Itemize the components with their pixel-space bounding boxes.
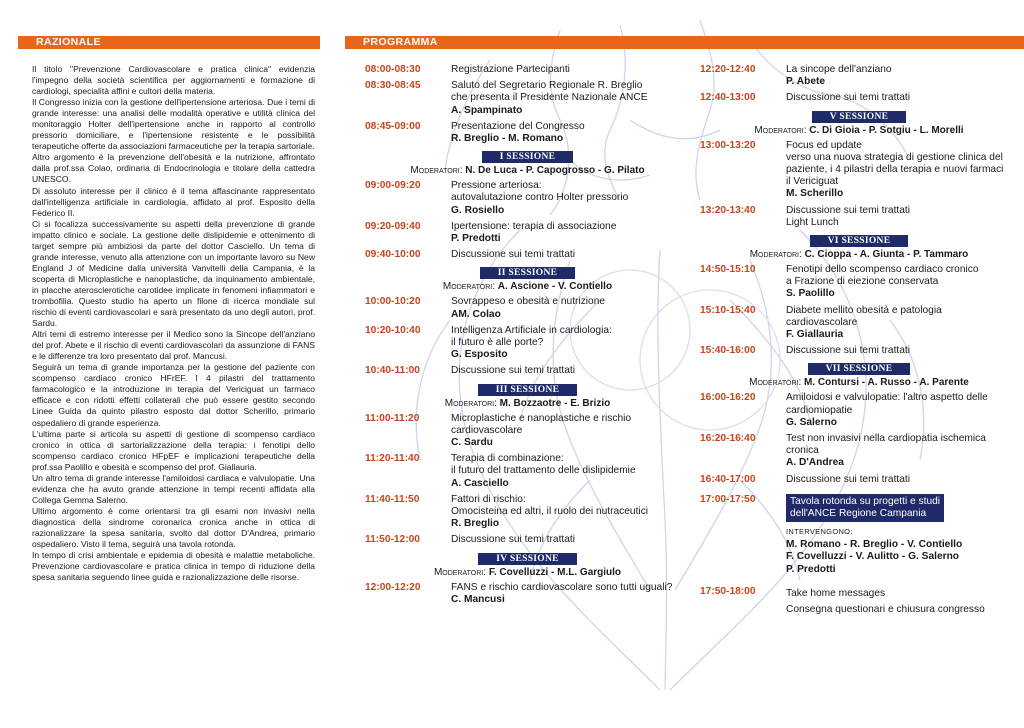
- moderators-names: C. Di Gioia - P. Sotgiu - L. Morelli: [809, 124, 964, 136]
- time-slot: 16:20-16:40: [700, 433, 756, 445]
- speaker-name: P. Abete: [786, 76, 826, 88]
- round-table-title-line: Tavola rotonda su progetti e studi: [790, 495, 941, 507]
- time-slot: 08:30-08:45: [365, 80, 421, 92]
- session-title: V SESSIONE: [812, 111, 907, 123]
- topic-line: Fattori di rischio:: [451, 493, 526, 505]
- session-block: [365, 384, 690, 409]
- program-items-right: [700, 64, 1018, 486]
- time-slot: 11:40-11:50: [365, 493, 420, 505]
- topic-line: autovalutazione contro Holter pressorio: [451, 192, 629, 204]
- program-item: [700, 140, 1018, 201]
- round-table-item: [700, 494, 1018, 576]
- rationale-heading: RAZIONALE: [36, 36, 101, 48]
- topic-line: Omocisteina ed altri, il ruolo dei nutraceutici: [451, 506, 649, 518]
- program-item-body: [786, 433, 1018, 470]
- rationale-paragraph: Ci si focalizza successivamente su aspetti della prevenzione di grande impatto clinico e sociale. La gestione delle dislipidemie e ottenimento di target sempre più ambiziosi da parte del dottor Casciello. Un tema di grande interesse, venuto alla attenzione con un importante lavoro su New England J of Medicine dalla università Vanvitelli della Campania, è la scoperta di Microplastiche e nanoplastiche, da inquinamento ambientale, in placche aterosclerotiche carotidee implicate in fenomeni infiammatori e trombofilia. Questo studio ha aperto un filone di ricerca mondiale sul rischio di eventi cardiovascolari e sarà presentato da uno degli autori, prof. Sardu.: [32, 218, 315, 329]
- speaker-name: F. Giallauria: [786, 329, 844, 341]
- program-item: [365, 413, 690, 450]
- closing-time: 17:50-18:00: [700, 586, 756, 598]
- moderators-label: Moderatori:: [442, 281, 495, 293]
- speaker-name: R. Breglio - M. Romano: [451, 133, 564, 145]
- topic-line: cronica: [786, 445, 819, 457]
- speaker-name: M. Scherillo: [786, 188, 844, 200]
- rationale-paragraph: Altro argomento è la prevenzione dell'obesità e la nutrizione, affrontato dalla prof.ssa Colao, ordinaria di Endocrinologia e titolare della cattedra UNESCO.: [32, 152, 315, 185]
- topic-line: cardiomiopatie: [786, 404, 853, 416]
- rationale-text: [32, 64, 315, 583]
- session-title: VII SESSIONE: [808, 363, 911, 375]
- program-column-left: [365, 64, 690, 610]
- topic-line: Discussione sui temi trattati: [786, 92, 910, 104]
- moderators-names: M. Bozzaotre - E. Brizio: [499, 397, 611, 409]
- topic-line: Light Lunch: [786, 216, 839, 228]
- program-item: [365, 249, 690, 261]
- program-item-body: [451, 64, 690, 76]
- topic-line: Ipertensione: terapia di associazione: [451, 220, 617, 232]
- speakers-label: INTERVENGONO:: [786, 526, 853, 536]
- round-table-time: 17:00-17:50: [700, 493, 756, 505]
- closing-item: [700, 586, 1018, 618]
- topic-line: Terapia di combinazione:: [451, 453, 564, 465]
- speaker-name: A. Casciello: [451, 477, 509, 489]
- program-header-bar: [345, 36, 1024, 49]
- topic-line: Test non invasivi nella cardiopatia ischemica: [786, 433, 986, 445]
- program-item-body: [451, 453, 690, 490]
- session-title: IV SESSIONE: [478, 553, 577, 565]
- session-block: [365, 553, 690, 578]
- program-item-body: [451, 221, 690, 245]
- time-slot: 13:00-13:20: [700, 139, 756, 151]
- topic-line: Fenotipi dello scompenso cardiaco cronico: [786, 264, 979, 276]
- program-item-body: [786, 64, 1018, 88]
- round-table-speakers: [786, 539, 1018, 576]
- program-item-body: [451, 249, 690, 261]
- rationale-paragraph: Il Congresso inizia con la gestione dell'ipertensione arteriosa. Due i temi di grande interesse: una analisi delle modalità operative e utilità clinica del monitoraggio Holter dell'ipertensione anche in rapporto al controllo pressorio domiciliare, e l'ipertensione resistente e le possibilità terapeutiche offerte da associazioni farmaceutiche per la terapia sartoriale.: [32, 97, 315, 152]
- program-item: [700, 64, 1018, 88]
- program-item: [365, 296, 690, 320]
- topic-line: FANS e rischio cardiovascolare sono tutti uguali?: [451, 581, 673, 593]
- program-item-body: [786, 345, 1018, 357]
- time-slot: 16:00-16:20: [700, 392, 756, 404]
- program-item-body: [451, 534, 690, 546]
- moderators-label: Moderatori:: [749, 249, 802, 261]
- program-item-body: [451, 365, 690, 377]
- speaker-name: G. Esposito: [451, 349, 508, 361]
- program-item: [365, 453, 690, 490]
- time-slot: 09:20-09:40: [365, 220, 421, 232]
- program-item-body: [451, 582, 690, 606]
- moderators-names: M. Contursi - A. Russo - A. Parente: [804, 377, 969, 389]
- rationale-paragraph: Il titolo "Prevenzione Cardiovascolare e pratica clinica" evidenzia l'impegno della società scientifica per aggiornamenti e formazione di cardiologi, specialità affini e cultori della materia.: [32, 64, 315, 97]
- topic-line: Sovrappeso e obesità e nutrizione: [451, 296, 606, 308]
- program-item: [365, 80, 690, 117]
- moderators-line: [365, 567, 690, 578]
- session-block: [700, 363, 1018, 388]
- program-item: [365, 180, 690, 217]
- rationale-paragraph: L'ultima parte si articola su aspetti di gestione di scompenso cardiaco cronico in ottica di sartorializzazione della terapia: i fenotipi dello scompenso cardiaco cronico HFpEF e implicazioni terapeutiche della prof.ssa Paolillo e obesità e scompenso del prof. Giallauria.: [32, 428, 315, 472]
- speaker-name: G. Rosiello: [451, 204, 505, 216]
- time-slot: 11:00-11:20: [365, 412, 420, 424]
- program-item-body: [451, 180, 690, 217]
- moderators-line: [365, 281, 690, 292]
- program-item-body: [786, 140, 1018, 201]
- time-slot: 12:40-13:00: [700, 92, 756, 104]
- program-item: [700, 392, 1018, 429]
- program-item-body: [786, 92, 1018, 104]
- closing-line: Take home messages: [786, 588, 886, 600]
- moderators-line: [700, 249, 1018, 260]
- topic-line: Discussione sui temi trattati: [451, 365, 575, 377]
- rationale-paragraph: Ultimo argomento è come orientarsi tra gli esami non invasivi nella diagnostica della sindrome coronarica cronica anche in ottica di razionalizzare la spesa sanitaria, svolto dal dottor D'Andrea, primario ospedaliero. Visto il tema, seguirà una tavola rotonda.: [32, 505, 315, 550]
- program-item-body: [786, 305, 1018, 342]
- program-item: [700, 433, 1018, 470]
- speaker-name: C. Mancusi: [451, 593, 505, 605]
- program-item: [365, 121, 690, 145]
- session-block: [700, 111, 1018, 136]
- moderators-label: Moderatori:: [749, 377, 802, 389]
- session-title: II SESSIONE: [480, 267, 576, 279]
- topic-line: Microplastiche e nanoplastiche e rischio: [451, 412, 632, 424]
- program-item: [700, 345, 1018, 357]
- time-slot: 11:20-11:40: [365, 453, 420, 465]
- session-block: [700, 235, 1018, 260]
- speaker-name: P. Predotti: [451, 233, 501, 245]
- rationale-paragraph: Altri temi di estremo interesse per il Medico sono la Sincope dell'anziano del prof. Abete e il rischio di eventi cardiovascolari da assunzione di FANS e le differenze tra loro presentato dal prof. Mancusi.: [32, 329, 315, 362]
- topic-line: Amiloidosi e valvulopatie: l'altro aspetto delle: [786, 392, 988, 404]
- session-title: VI SESSIONE: [810, 235, 909, 247]
- topic-line: che presenta il Presidente Nazionale ANCE: [451, 92, 648, 104]
- time-slot: 09:40-10:00: [365, 249, 421, 261]
- moderators-line: [365, 165, 690, 176]
- session-title: III SESSIONE: [478, 384, 578, 396]
- moderators-names: N. De Luca - P. Capogrosso - G. Pilato: [465, 165, 645, 177]
- time-slot: 12:00-12:20: [365, 581, 421, 593]
- speaker-name: S. Paolillo: [786, 288, 835, 300]
- round-table-title-line: dell'ANCE Regione Campania: [790, 507, 927, 519]
- program-item: [365, 582, 690, 606]
- session-block: [365, 267, 690, 292]
- speaker-names: P. Predotti: [786, 563, 836, 575]
- topic-line: Discussione sui temi trattati: [786, 345, 910, 357]
- topic-line: La sincope dell'anziano: [786, 64, 892, 75]
- topic-line: Discussione sui temi trattati: [451, 534, 575, 546]
- moderators-names: C. Cioppa - A. Giunta - P. Tammaro: [804, 249, 969, 261]
- speaker-names: F. Covelluzzi - V. Aulitto - G. Salerno: [786, 551, 960, 563]
- time-slot: 08:00-08:30: [365, 64, 421, 75]
- speaker-name: G. Salerno: [786, 416, 837, 428]
- time-slot: 14:50-15:10: [700, 264, 756, 276]
- rationale-paragraph: Un altro tema di grande interesse l'amiloidosi cardiaca e valvulopatie. Una evidenza che ha avuto grande attenzione in tempi recenti affidata alla Collega Gemma Salerno.: [32, 472, 315, 505]
- topic-line: Pressione arteriosa:: [451, 180, 542, 192]
- topic-line: Focus ed update: [786, 139, 862, 151]
- time-slot: 13:20-13:40: [700, 204, 756, 216]
- time-slot: 15:10-15:40: [700, 304, 756, 316]
- program-item-body: [786, 392, 1018, 429]
- program-item-body: [786, 205, 1018, 229]
- program-item-body: [451, 296, 690, 320]
- moderators-names: F. Covelluzzi - M.L. Gargiulo: [488, 566, 622, 578]
- topic-line: Presentazione del Congresso: [451, 120, 585, 132]
- topic-line: Discussione sui temi trattati: [786, 473, 910, 485]
- topic-line: Discussione sui temi trattati: [786, 204, 910, 216]
- moderators-names: A. Ascione - V. Contiello: [497, 281, 613, 293]
- program-item-body: [451, 80, 690, 117]
- program-item-body: [451, 121, 690, 145]
- program-item-body: [451, 413, 690, 450]
- session-title: I SESSIONE: [482, 151, 574, 163]
- topic-line: cardiovascolare: [451, 424, 523, 436]
- time-slot: 12:20-12:40: [700, 64, 756, 75]
- topic-line: Discussione sui temi trattati: [451, 249, 575, 261]
- topic-line: il futuro del trattamento delle dislipidemie: [451, 465, 636, 477]
- program-item: [365, 494, 690, 531]
- topic-line: Diabete mellito obesità e patologia: [786, 304, 942, 316]
- speaker-name: AM. Colao: [451, 308, 501, 320]
- program-item-body: [786, 474, 1018, 486]
- rationale-header-bar: [18, 36, 320, 49]
- program-item: [700, 205, 1018, 229]
- program-item: [365, 221, 690, 245]
- time-slot: 10:20-10:40: [365, 324, 421, 336]
- speaker-name: C. Sardu: [451, 437, 493, 449]
- program-column-right: [700, 64, 1018, 622]
- program-item: [700, 474, 1018, 486]
- closing-line: Consegna questionari e chiusura congresso: [786, 604, 985, 616]
- topic-line: verso una nuova strategia di gestione clinica del: [786, 151, 1003, 163]
- topic-line: Registrazione Partecipanti: [451, 64, 570, 75]
- round-table-title: [786, 494, 944, 522]
- program-item: [365, 534, 690, 546]
- moderators-label: Moderatori:: [410, 165, 463, 177]
- topic-line: il Vericiguat: [786, 176, 839, 188]
- topic-line: Saluto del Segretario Regionale R. Breglio: [451, 80, 643, 92]
- topic-line: il futuro è alle porte?: [451, 337, 544, 349]
- moderators-label: Moderatori:: [444, 397, 497, 409]
- program-item: [700, 264, 1018, 301]
- session-block: [365, 151, 690, 176]
- topic-line: a Frazione di eiezione conservata: [786, 276, 939, 288]
- time-slot: 08:45-09:00: [365, 120, 421, 132]
- topic-line: Intelligenza Artificiale in cardiologia:: [451, 324, 612, 336]
- program-item: [700, 305, 1018, 342]
- time-slot: 15:40-16:00: [700, 345, 756, 357]
- moderators-line: [700, 125, 1018, 136]
- program-item: [365, 325, 690, 362]
- program-heading: PROGRAMMA: [363, 36, 438, 48]
- program-item-body: [786, 264, 1018, 301]
- rationale-paragraph: Di assoluto interesse per il clinico è il tema affascinante rappresentato dall'intelligenza artificiale in cardiologia, affidato al prof. Esposito della Federico II.: [32, 185, 315, 218]
- time-slot: 11:50-12:00: [365, 534, 420, 546]
- program-item-body: [451, 325, 690, 362]
- moderators-label: Moderatori:: [433, 566, 487, 578]
- time-slot: 09:00-09:20: [365, 180, 421, 192]
- time-slot: 10:40-11:00: [365, 365, 420, 377]
- speaker-name: A. Spampinato: [451, 104, 523, 116]
- moderators-label: Moderatori:: [754, 124, 807, 136]
- program-item: [365, 64, 690, 76]
- time-slot: 10:00-10:20: [365, 296, 421, 308]
- program-item: [365, 365, 690, 377]
- moderators-line: [700, 377, 1018, 388]
- moderators-line: [365, 398, 690, 409]
- speaker-name: A. D'Andrea: [786, 457, 844, 469]
- program-item-body: [451, 494, 690, 531]
- topic-line: cardiovascolare: [786, 316, 858, 328]
- time-slot: 16:40-17:00: [700, 473, 756, 485]
- rationale-paragraph: Seguirà un tema di grande importanza per la gestione del paziente con scompenso cardiaco cronico HFrEF. I 4 pilastri del trattamento farmacologico e la introduzione in terapia del Vericiguat un farmaco efficace e con ridotti effetti collaterali che può essere gestito secondo Linee Guida da quinto pilastro esposto dal dottor Scherillo, primario ospedaliero di grande esperienza.: [32, 362, 315, 428]
- rationale-paragraph: In tempo di crisi ambientale e epidemia di obesità e malattie metaboliche. Prevenzione cardiovascolare e pratica clinica in tempo di riduzione della spesa sanitaria seguendo linee guida e razionalizzazione delle risorse.: [32, 550, 315, 583]
- speaker-name: R. Breglio: [451, 518, 500, 530]
- program-item: [700, 92, 1018, 104]
- topic-line: paziente, i 4 pilastri della terapia e nuovi farmaci: [786, 164, 1004, 176]
- speaker-names: M. Romano - R. Breglio - V. Contiello: [786, 539, 963, 551]
